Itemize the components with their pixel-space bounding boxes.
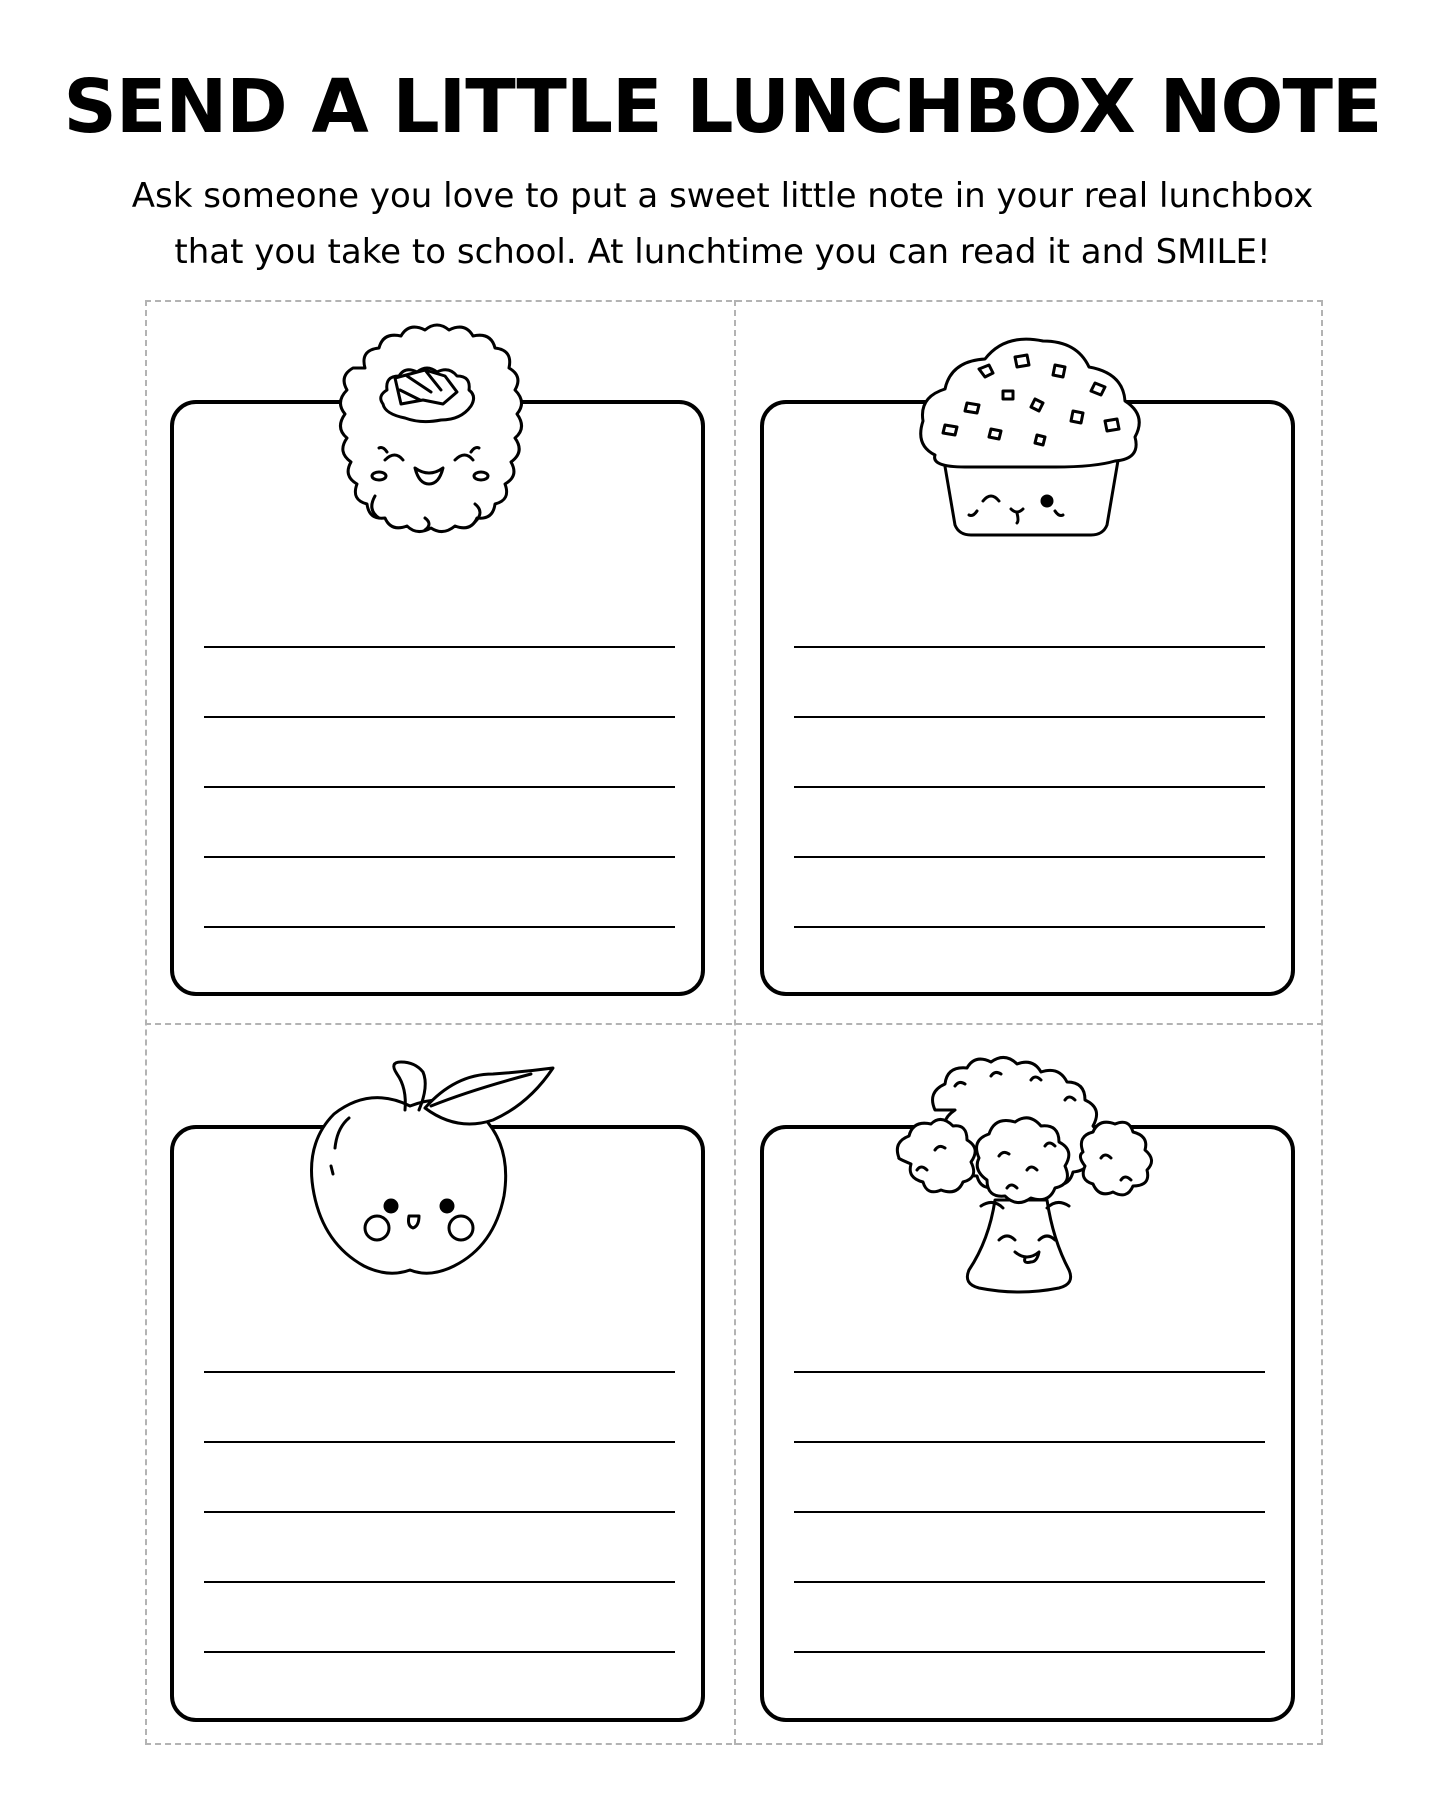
- cut-line-horizontal: [145, 1023, 1323, 1025]
- writing-line[interactable]: [204, 1651, 675, 1653]
- writing-line[interactable]: [204, 1441, 675, 1443]
- apple-icon: [305, 1058, 575, 1293]
- writing-line[interactable]: [204, 926, 675, 928]
- writing-line[interactable]: [204, 646, 675, 648]
- writing-line[interactable]: [794, 1511, 1265, 1513]
- writing-line[interactable]: [204, 856, 675, 858]
- writing-line[interactable]: [794, 646, 1265, 648]
- writing-line[interactable]: [204, 1581, 675, 1583]
- muffin-icon: [905, 325, 1155, 550]
- instructions-line-1: Ask someone you love to put a sweet little note in your real lunchbox: [131, 176, 1314, 216]
- instructions: [100, 168, 1345, 280]
- writing-line[interactable]: [794, 1441, 1265, 1443]
- writing-line[interactable]: [794, 1581, 1265, 1583]
- writing-line[interactable]: [794, 926, 1265, 928]
- writing-line[interactable]: [794, 716, 1265, 718]
- writing-line[interactable]: [204, 1511, 675, 1513]
- page-title: SEND A LITTLE LUNCHBOX NOTE: [63, 64, 1382, 150]
- writing-line[interactable]: [794, 856, 1265, 858]
- writing-line[interactable]: [204, 786, 675, 788]
- instructions-line-2: that you take to school. At lunchtime you can read it and SMILE!: [174, 232, 1271, 272]
- writing-line[interactable]: [794, 1371, 1265, 1373]
- broccoli-icon: [895, 1040, 1165, 1310]
- sushi-roll-icon: [325, 328, 545, 563]
- writing-line[interactable]: [794, 786, 1265, 788]
- writing-line[interactable]: [794, 1651, 1265, 1653]
- writing-line[interactable]: [204, 1371, 675, 1373]
- writing-line[interactable]: [204, 716, 675, 718]
